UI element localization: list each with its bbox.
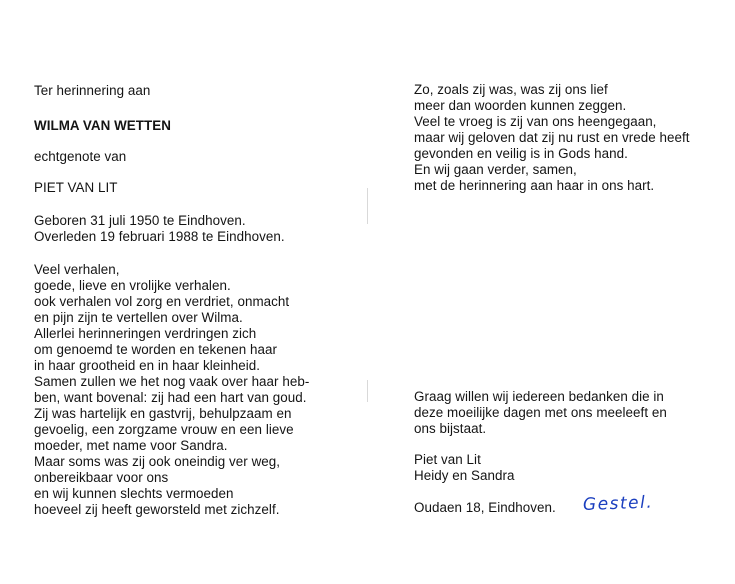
poem-line: goede, lieve en vrolijke verhalen. bbox=[34, 278, 231, 293]
poem-line: ook verhalen vol zorg en verdriet, onmacht bbox=[34, 294, 290, 309]
poem-line: ben, want bovenal: zij had een hart van goud. bbox=[34, 390, 307, 405]
poem-line: Allerlei herinneringen verdringen zich bbox=[34, 326, 257, 341]
intro-text: Ter herinnering aan bbox=[34, 83, 151, 98]
poem-line: gevoelig, een zorgzame vrouw en een lieve bbox=[34, 422, 294, 437]
fold-mark-lower bbox=[367, 380, 368, 402]
thanks-line: ons bijstaat. bbox=[414, 421, 487, 436]
poem-line: Maar soms was zij ook oneindig ver weg, bbox=[34, 454, 281, 469]
right-poem-line: maar wij geloven dat zij nu rust en vrede heeft bbox=[414, 130, 690, 145]
poem-line: hoeveel zij heeft geworsteld met zichzelf. bbox=[34, 502, 280, 517]
fold-mark-upper bbox=[367, 188, 368, 224]
spouse-name: PIET VAN LIT bbox=[34, 180, 118, 195]
address-line: Oudaen 18, Eindhoven. bbox=[414, 500, 556, 515]
right-poem-line: Zo, zoals zij was, was zij ons lief bbox=[414, 82, 608, 97]
right-poem-line: Veel te vroeg is zij van ons heengegaan, bbox=[414, 114, 657, 129]
birth-line: Geboren 31 juli 1950 te Eindhoven. bbox=[34, 213, 246, 228]
poem-line: en wij kunnen slechts vermoeden bbox=[34, 486, 234, 501]
poem-line: om genoemd te worden en tekenen haar bbox=[34, 342, 277, 357]
poem-line: en pijn zijn te vertellen over Wilma. bbox=[34, 310, 243, 325]
deceased-name: WILMA VAN WETTEN bbox=[34, 118, 171, 133]
handwritten-note: Gestel. bbox=[582, 492, 654, 515]
signature-line: Heidy en Sandra bbox=[414, 468, 515, 483]
right-poem-line: met de herinnering aan haar in ons hart. bbox=[414, 178, 655, 193]
right-poem-line: gevonden en veilig is in Gods hand. bbox=[414, 146, 628, 161]
poem-line: Samen zullen we het nog vaak over haar heb- bbox=[34, 374, 310, 389]
poem-line: Zij was hartelijk en gastvrij, behulpzaam en bbox=[34, 406, 292, 421]
poem-line: in haar grootheid en in haar kleinheid. bbox=[34, 358, 261, 373]
poem-line: onbereikbaar voor ons bbox=[34, 470, 169, 485]
poem-line: moeder, met name voor Sandra. bbox=[34, 438, 228, 453]
death-line: Overleden 19 februari 1988 te Eindhoven. bbox=[34, 229, 285, 244]
thanks-line: deze moeilijke dagen met ons meeleeft en bbox=[414, 405, 667, 420]
spouse-intro-text: echtgenote van bbox=[34, 149, 127, 164]
thanks-line: Graag willen wij iedereen bedanken die in bbox=[414, 389, 664, 404]
right-poem-line: En wij gaan verder, samen, bbox=[414, 162, 577, 177]
poem-line: Veel verhalen, bbox=[34, 262, 120, 277]
right-poem-line: meer dan woorden kunnen zeggen. bbox=[414, 98, 627, 113]
signature-line: Piet van Lit bbox=[414, 452, 481, 467]
